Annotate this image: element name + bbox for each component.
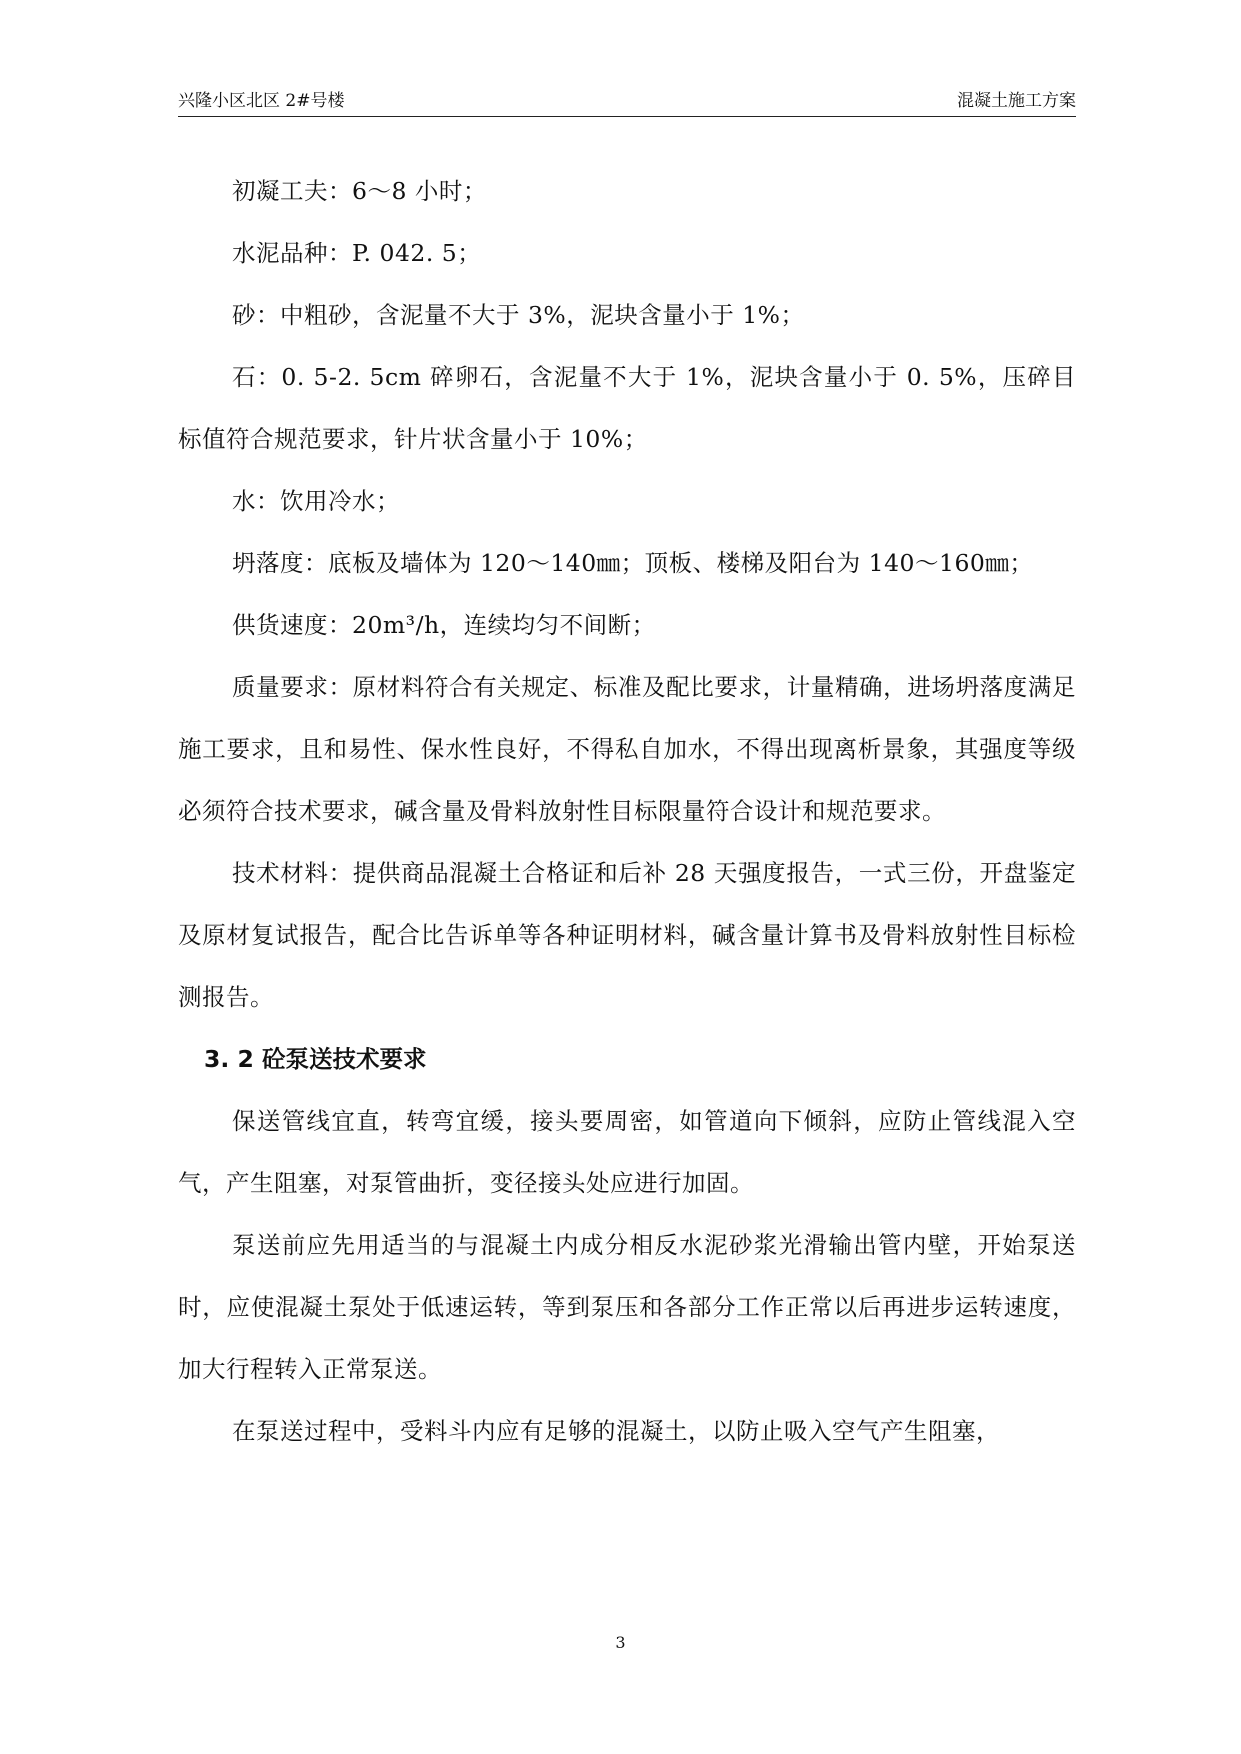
paragraph-before-pumping: 泵送前应先用适当的与混凝土内成分相反水泥砂浆光滑输出管内壁，开始泵送时，应使混凝土泵处于低速运转，等到泵压和各部分工作正常以后再进步运转速度，加大行程转入正常泵送。 xyxy=(178,1231,1076,1383)
paragraph-slump: 坍落度：底板及墙体为 120～140㎜；顶板、楼梯及阳台为 140～160㎜； xyxy=(232,549,1034,577)
paragraph-quality-requirements: 质量要求：原材料符合有关规定、标准及配比要求，计量精确，进场坍落度满足施工要求，且和易性、保水性良好，不得私自加水，不得出现离析景象，其强度等级必须符合技术要求，碱含量及骨料放射性目标限量符合设计和规范要求。 xyxy=(178,673,1076,825)
header-document-title: 混凝土施工方案 xyxy=(957,91,1076,111)
paragraph-sand: 砂：中粗砂，含泥量不大于 3%，泥块含量小于 1%； xyxy=(232,301,805,329)
paragraph-during-pumping: 在泵送过程中，受料斗内应有足够的混凝土，以防止吸入空气产生阻塞， xyxy=(232,1417,1000,1445)
paragraph-water: 水：饮用冷水； xyxy=(232,487,400,515)
page-header xyxy=(178,86,1076,117)
page-number: 3 xyxy=(615,1633,626,1652)
paragraph-stone: 石：0. 5-2. 5cm 碎卵石，含泥量不大于 1%，泥块含量小于 0. 5%，压碎目标值符合规范要求，针片状含量小于 10%； xyxy=(178,363,1076,453)
paragraph-technical-materials: 技术材料：提供商品混凝土合格证和后补 28 天强度报告，一式三份，开盘鉴定及原材复试报告，配合比告诉单等各种证明材料，碱含量计算书及骨料放射性目标检测报告。 xyxy=(178,859,1076,1011)
document-body xyxy=(178,160,1076,1462)
paragraph-initial-setting-time: 初凝工夫：6～8 小时； xyxy=(232,177,487,205)
paragraph-supply-speed: 供货速度：20m³/h，连续均匀不间断； xyxy=(232,611,656,639)
paragraph-cement-type: 水泥品种：P. 042. 5； xyxy=(232,239,482,267)
paragraph-pipeline: 保送管线宜直，转弯宜缓，接头要周密，如管道向下倾斜，应防止管线混入空气，产生阻塞，对泵管曲折，变径接头处应进行加固。 xyxy=(178,1107,1076,1197)
header-project-name: 兴隆小区北区 2#号楼 xyxy=(178,91,345,111)
section-heading: 3. 2 砼泵送技术要求 xyxy=(204,1045,427,1073)
